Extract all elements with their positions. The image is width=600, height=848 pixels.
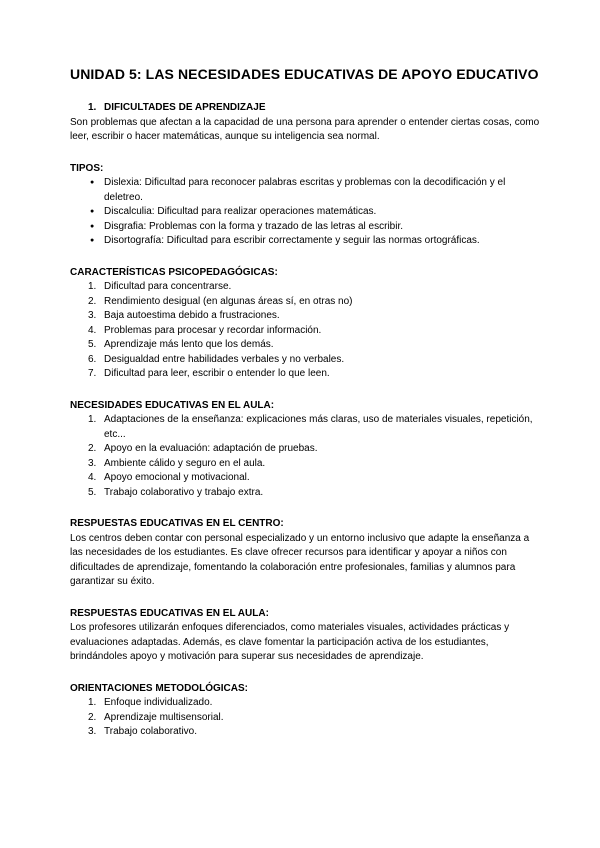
- list-item-text: Problemas para procesar y recordar información.: [104, 324, 322, 336]
- list-item-text: Ambiente cálido y seguro en el aula.: [104, 457, 266, 469]
- section-dificultades: [70, 101, 540, 145]
- list-item-text: Enfoque individualizado.: [104, 697, 213, 708]
- section-heading-text: DIFICULTADES DE APRENDIZAJE: [104, 102, 266, 113]
- list-number: 4.: [88, 324, 97, 336]
- list-item: [70, 442, 540, 457]
- list-number: 4.: [88, 472, 97, 483]
- list-number: 3.: [88, 310, 97, 321]
- section-respuestas-aula: [70, 607, 540, 665]
- list-item-text: Disortografía: Dificultad para escribir correctamente y seguir las normas ortográficas.: [104, 235, 480, 246]
- list-item: [70, 486, 540, 501]
- list-item-text: Apoyo emocional y motivacional.: [104, 472, 250, 483]
- list-item-text: Desigualdad entre habilidades verbales y no verbales.: [104, 353, 345, 365]
- section-heading-tipos: TIPOS:: [70, 162, 104, 174]
- list-item: [70, 280, 540, 295]
- section-necesidades: [70, 399, 540, 501]
- list-item-text: Dificultad para concentrarse.: [104, 281, 232, 292]
- list-item-text: Rendimiento desigual (en algunas áreas sí, en otras no): [104, 295, 353, 307]
- list-number: 3.: [88, 726, 97, 737]
- section-orientaciones: [70, 682, 540, 740]
- list-item: [70, 367, 540, 382]
- section-caracteristicas: [70, 266, 540, 382]
- list-number: 1.: [88, 697, 97, 708]
- list-number: 2.: [88, 295, 97, 307]
- section-heading-necesidades: NECESIDADES EDUCATIVAS EN EL AULA:: [70, 399, 275, 411]
- list-item-text: Aprendizaje multisensorial.: [104, 711, 224, 723]
- list-item: [70, 457, 540, 472]
- document-title: UNIDAD 5: LAS NECESIDADES EDUCATIVAS DE APOYO EDUCATIVO: [70, 66, 539, 82]
- list-number: 2.: [88, 711, 97, 723]
- list-number: 2.: [88, 443, 97, 454]
- list-item-text: Trabajo colaborativo y trabajo extra.: [104, 486, 264, 498]
- list-item-text: Dificultad para leer, escribir o entender lo que leen.: [104, 368, 330, 379]
- list-number: 7.: [88, 368, 97, 379]
- bullet-icon: ●: [90, 222, 95, 230]
- list-item-text: Dislexia: Dificultad para reconocer palabras escritas y problemas con la decodificación y el deletreo.: [104, 177, 506, 203]
- section-heading-respuestas-centro: RESPUESTAS EDUCATIVAS EN EL CENTRO:: [70, 518, 284, 529]
- intro-paragraph: Son problemas que afectan a la capacidad de una persona para aprender o entender ciertas cosas, como leer, escribir o hacer matemáticas, aunque su inteligencia sea normal.: [70, 116, 540, 142]
- list-number: 3.: [88, 457, 97, 469]
- list-item-text: Apoyo en la evaluación: adaptación de pruebas.: [104, 443, 318, 454]
- list-item: [70, 295, 540, 310]
- list-item: [70, 220, 540, 235]
- respuestas-aula-paragraph: Los profesores utilizarán enfoques diferenciados, como materiales visuales, actividades prácticas y evaluaciones adaptadas. Además, es clave fomentar la participación activa de los estudiantes, brindándoles apoyo y motivación para superar sus necesidades de aprendizaje.: [70, 622, 510, 662]
- list-item-text: Discalculia: Dificultad para realizar operaciones matemáticas.: [104, 206, 377, 217]
- list-number: 6.: [88, 353, 97, 365]
- list-item-text: Disgrafia: Problemas con la forma y trazado de las letras al escribir.: [104, 220, 404, 232]
- list-item: [70, 711, 540, 726]
- list-item-text: Adaptaciones de la enseñanza: explicaciones más claras, uso de materiales visuales, repetición, etc...: [104, 414, 533, 440]
- tipos-list: [70, 176, 540, 249]
- list-item-text: Aprendizaje más lento que los demás.: [104, 339, 274, 350]
- list-number: 1.: [88, 281, 97, 292]
- section-heading-caracteristicas: CARACTERÍSTICAS PSICOPEDAGÓGICAS:: [70, 266, 278, 278]
- list-item: [70, 176, 540, 205]
- list-item: [70, 205, 540, 220]
- orientaciones-list: [70, 696, 540, 740]
- bullet-icon: ●: [90, 208, 95, 215]
- section-tipos: [70, 162, 540, 249]
- list-number: 1.: [88, 414, 97, 425]
- list-number: 1.: [88, 102, 97, 113]
- necesidades-list: [70, 413, 540, 500]
- list-item: [70, 471, 540, 486]
- section-respuestas-centro: [70, 517, 540, 590]
- list-item: [70, 725, 540, 740]
- section-heading-respuestas-aula: RESPUESTAS EDUCATIVAS EN EL AULA:: [70, 607, 269, 619]
- list-item-text: Baja autoestima debido a frustraciones.: [104, 310, 280, 321]
- list-item-text: Trabajo colaborativo.: [104, 726, 198, 737]
- section-heading-orientaciones: ORIENTACIONES METODOLÓGICAS:: [70, 682, 248, 694]
- list-number: 5.: [88, 339, 97, 350]
- list-number: 5.: [88, 486, 97, 498]
- bullet-icon: ●: [90, 237, 95, 244]
- list-item: [70, 324, 540, 339]
- list-item: [70, 696, 540, 711]
- respuestas-centro-paragraph: Los centros deben contar con personal especializado y un entorno inclusivo que adapte la enseñanza a las necesidades de los estudiantes. Es clave ofrecer recursos para identificar y apoyar a niños con dificultades de aprendizaje, fomentando la colaboración entre profesionales, familias y alumnos para garantizar su éxito.: [70, 532, 530, 587]
- caracteristicas-list: [70, 280, 540, 382]
- list-item: [70, 234, 540, 249]
- list-item: [70, 309, 540, 324]
- list-item: [70, 353, 540, 368]
- bullet-icon: ●: [90, 179, 95, 186]
- list-item: [70, 413, 540, 442]
- list-item: [70, 338, 540, 353]
- section-heading-dificultades: [70, 101, 540, 116]
